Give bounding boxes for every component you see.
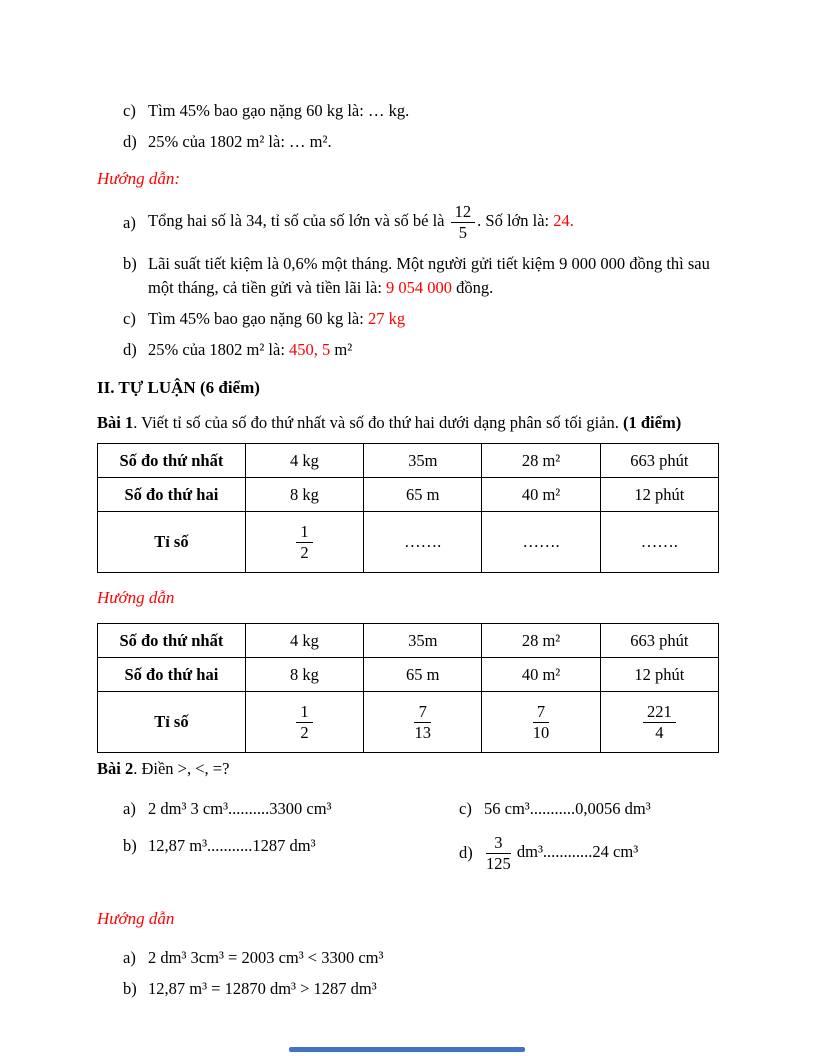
- answer-post: . Số lớn là:: [477, 211, 554, 231]
- table-cell-fraction: [245, 512, 363, 573]
- fraction-denominator: 125: [486, 853, 511, 873]
- table-cell-fraction: [482, 692, 600, 753]
- bai2-item-a: [123, 797, 431, 821]
- fraction-denominator: 13: [414, 722, 431, 742]
- row-header: Số đo thứ hai: [98, 658, 246, 692]
- table-row-ratio: [98, 512, 719, 573]
- item-marker: d): [459, 843, 473, 863]
- item-marker: a): [123, 212, 136, 232]
- bai1-text: . Viết tỉ số của số đo thứ nhất và số đo thứ hai dưới dạng phân số tối giản.: [133, 413, 624, 433]
- fraction: [531, 703, 552, 742]
- bai2-item-b: [123, 834, 431, 858]
- bai1-label: Bài 1: [97, 413, 134, 433]
- fraction: [412, 703, 433, 742]
- table-cell-blank: …….: [600, 512, 718, 573]
- item-text: 12,87 m³...........1287 dm³: [148, 835, 316, 855]
- fraction-numerator: 7: [533, 703, 550, 723]
- table-cell: 8 kg: [245, 478, 363, 512]
- answer-value: 450, 5: [289, 339, 331, 359]
- table-cell: 28 m²: [482, 624, 600, 658]
- bai2-item-c: [459, 797, 719, 821]
- table-cell-blank: …….: [364, 512, 482, 573]
- fraction-denominator: 5: [458, 223, 468, 243]
- table-cell: 35m: [364, 624, 482, 658]
- table-cell-fraction: [600, 692, 718, 753]
- item-marker: b): [123, 979, 137, 999]
- row-header: Số đo thứ nhất: [98, 444, 246, 478]
- answer-pre: Tổng hai số là 34, tỉ số của số lớn và số bé là: [148, 211, 449, 231]
- table-cell: 8 kg: [245, 658, 363, 692]
- guide-heading-3: Hướng dẫn: [97, 909, 175, 929]
- item-marker: b): [123, 254, 137, 274]
- table-cell: 12 phút: [600, 478, 718, 512]
- item-text: 25% của 1802 m² là: … m².: [148, 131, 332, 151]
- bai2-right-column: [459, 797, 719, 886]
- table-cell-fraction: [364, 692, 482, 753]
- row-header: Số đo thứ hai: [98, 478, 246, 512]
- table-cell: 40 m²: [482, 478, 600, 512]
- bai2-text: . Điền >, <, =?: [133, 759, 230, 778]
- item-marker: c): [123, 308, 136, 328]
- bai2-items: [123, 797, 719, 886]
- table-row: [98, 444, 719, 478]
- item-marker: d): [123, 131, 137, 151]
- table-cell: 40 m²: [482, 658, 600, 692]
- table-cell: 65 m: [364, 478, 482, 512]
- row-header: Tỉ số: [98, 692, 246, 753]
- fraction-numerator: 12: [451, 203, 476, 223]
- answer-post: m²: [330, 339, 353, 359]
- fraction-numerator: 7: [414, 703, 431, 723]
- answer-pre: Lãi suất tiết kiệm là 0,6% một tháng. Một người gửi tiết kiệm 9 000 000 đồng thì sau một tháng, cả tiền gửi và tiền lãi là:: [148, 254, 710, 298]
- row-header: Số đo thứ nhất: [98, 624, 246, 658]
- item-marker: a): [123, 948, 136, 968]
- answer1-d: [123, 338, 719, 362]
- item-marker: c): [123, 101, 136, 120]
- answer-post: đồng.: [452, 278, 494, 298]
- table-cell: 4 kg: [245, 444, 363, 478]
- horizontal-scrollbar-thumb[interactable]: [289, 1047, 525, 1052]
- answer2-a: [123, 946, 719, 970]
- answer2-b: [123, 977, 719, 1001]
- table-cell: 663 phút: [600, 624, 718, 658]
- fraction-denominator: 2: [300, 542, 309, 562]
- guide-heading-1: Hướng dẫn:: [97, 168, 181, 188]
- answer-value: 24.: [553, 211, 574, 231]
- intro-item-d: [123, 130, 719, 154]
- item-text: 2 dm³ 3 cm³..........3300 cm³: [148, 798, 332, 818]
- item-marker: c): [459, 798, 472, 818]
- fraction: [484, 834, 513, 873]
- item-text: Tìm 45% bao gạo nặng 60 kg là: … kg.: [148, 101, 410, 120]
- section-heading: II. TỰ LUẬN (6 điểm): [97, 377, 260, 397]
- row-header: Tỉ số: [98, 512, 246, 573]
- bai2-item-d: [459, 834, 719, 873]
- fraction-numerator: 221: [643, 703, 676, 723]
- fraction-numerator: 1: [296, 703, 312, 723]
- bai1-points: (1 điểm): [623, 413, 682, 433]
- item-text: 56 cm³...........0,0056 dm³: [484, 798, 651, 818]
- answer-line: [148, 307, 405, 331]
- answer-pre: 25% của 1802 m² là:: [148, 339, 290, 359]
- table-row-ratio: [98, 692, 719, 753]
- answer1-b: [123, 252, 719, 300]
- bai2-statement: [97, 757, 719, 781]
- fraction-numerator: 3: [486, 834, 511, 854]
- answer-line: [148, 203, 574, 242]
- table-row: [98, 658, 719, 692]
- fraction: [449, 203, 478, 242]
- fraction-numerator: 1: [296, 523, 312, 543]
- item-line: [484, 834, 638, 873]
- item-marker: d): [123, 339, 137, 359]
- fraction-denominator: 4: [655, 722, 664, 742]
- table-cell: 65 m: [364, 658, 482, 692]
- answer-text: 12,87 m³ = 12870 dm³ > 1287 dm³: [148, 979, 377, 999]
- bai1-table-solved: [97, 623, 719, 753]
- bai1-statement: [97, 411, 719, 435]
- answer-value: 27 kg: [367, 308, 406, 328]
- table-cell: 12 phút: [600, 658, 718, 692]
- answer1-a: [123, 203, 719, 242]
- bai1-table-blank: [97, 443, 719, 573]
- fraction: [294, 703, 314, 742]
- answer-value: 9 054 000: [386, 278, 453, 298]
- fraction-denominator: 2: [300, 722, 309, 742]
- bai2-left-column: [123, 797, 431, 886]
- table-row: [98, 624, 719, 658]
- fraction-denominator: 10: [532, 722, 550, 742]
- answer1-c: [123, 307, 719, 331]
- item-marker: b): [123, 835, 137, 855]
- fraction: [641, 703, 678, 742]
- table-cell: 4 kg: [245, 624, 363, 658]
- answer-line: [148, 338, 352, 362]
- item-text: dm³............24 cm³: [512, 841, 639, 861]
- intro-item-c: [123, 99, 719, 123]
- guide-heading-2: Hướng dẫn: [97, 588, 175, 608]
- item-marker: a): [123, 798, 136, 818]
- table-cell: 35m: [364, 444, 482, 478]
- table-cell-blank: …….: [482, 512, 600, 573]
- answer-pre: Tìm 45% bao gạo nặng 60 kg là:: [148, 308, 368, 328]
- table-cell: 28 m²: [482, 444, 600, 478]
- answer-text: 2 dm³ 3cm³ = 2003 cm³ < 3300 cm³: [148, 948, 384, 968]
- table-cell: 663 phút: [600, 444, 718, 478]
- table-cell-fraction: [245, 692, 363, 753]
- table-row: [98, 478, 719, 512]
- bai2-label: Bài 2: [97, 759, 134, 778]
- fraction: [294, 523, 314, 562]
